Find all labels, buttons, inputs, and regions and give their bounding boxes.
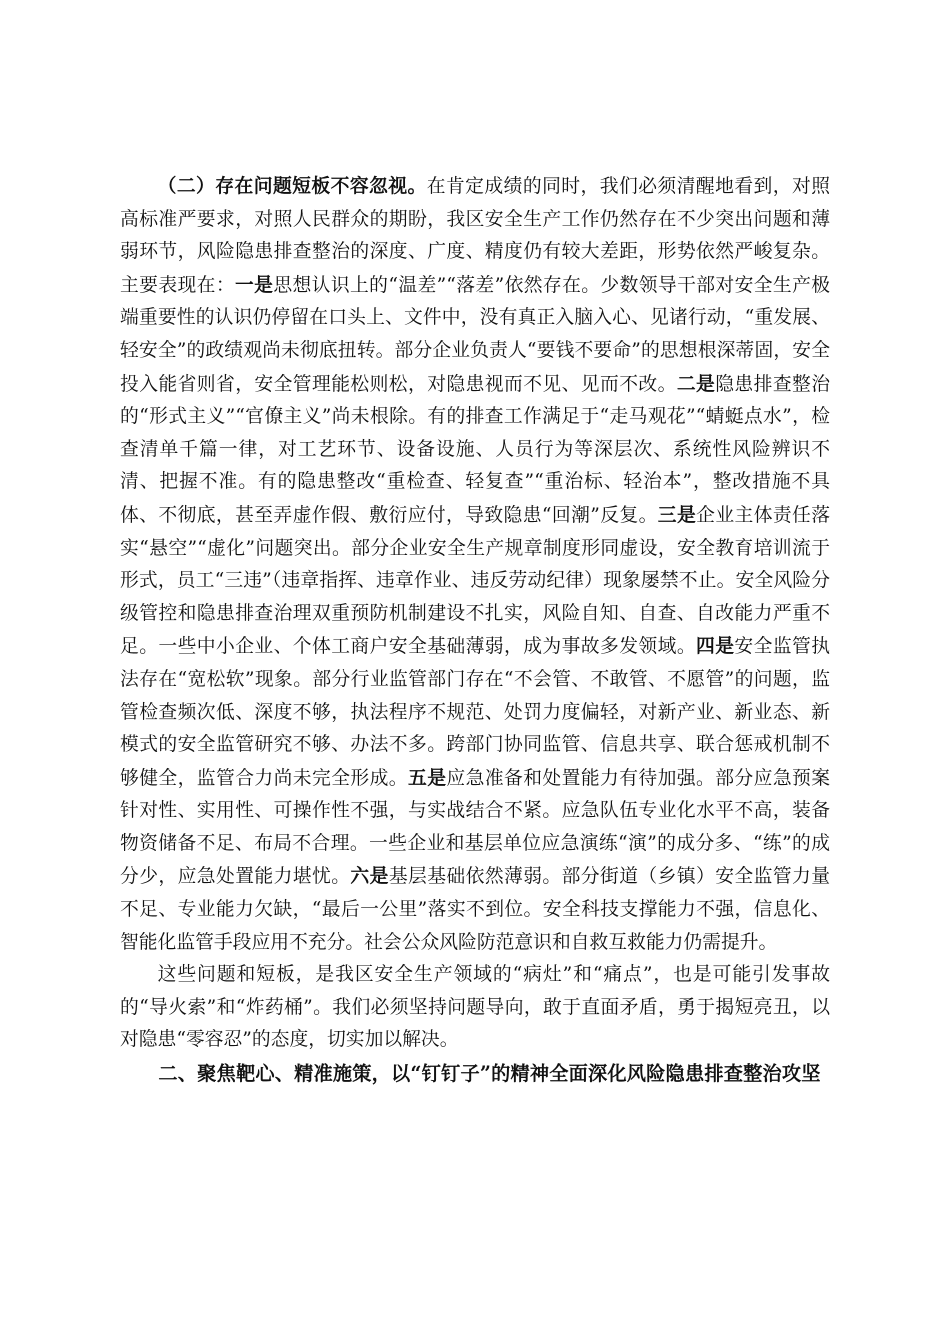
- point-six-label: 六是: [350, 865, 389, 888]
- section-heading-two: 二、聚焦靶心、精准施策，以“钉钉子”的精神全面深化风险隐患排查整治攻坚: [158, 1062, 821, 1086]
- point-three-text: 企业主体责任落实“悬空”“虚化”问题突出。部分企业安全生产规章制度形同虚设，安全教育培训流于形式，员工“三违”（违章指挥、违章作业、违反劳动纪律）现象屡禁不止。安全风险分级管控和隐患排查治理双重预防机制建设不扎实，风险自知、自查、自改能力严重不足。一些中小企业、个体工商户安全基础薄弱，成为事故多发领域。: [120, 504, 831, 658]
- point-five-label: 五是: [408, 766, 447, 789]
- point-four-text: 安全监管执法存在“宽松软”现象。部分行业监管部门存在“不会管、不敢管、不愿管”的问题，监管检查频次低、深度不够，执法程序不规范、处罚力度偏轻，对新产业、新业态、新模式的安全监管研究不够、办法不多。跨部门协同监管、信息共享、联合惩戒机制不够健全，监管合力尚未完全形成。: [120, 636, 831, 789]
- point-one-label: 一是: [235, 273, 274, 296]
- problems-paragraph: [120, 170, 830, 959]
- document-page: [120, 170, 830, 1090]
- point-six-text: 基层基础依然薄弱。部分街道（乡镇）安全监管力量不足、专业能力欠缺，“最后一公里”落实不到位。安全科技支撑能力不强，信息化、智能化监管手段应用不充分。社会公众风险防范意识和自救互救能力仍需提升。: [120, 866, 831, 953]
- point-three-label: 三是: [657, 503, 697, 526]
- summary-paragraph: 这些问题和短板，是我区安全生产领域的“病灶”和“痛点”，也是可能引发事故的“导火索”和“炸药桶”。我们必须坚持问题导向，敢于直面矛盾，勇于揭短亮丑，以对隐患“零容忍”的态度，切实加以解决。: [120, 964, 830, 1051]
- section-lead: （二）存在问题短板不容忽视。: [157, 175, 427, 197]
- point-one-text: 思想认识上的“温差”“落差”依然存在。少数领导干部对安全生产极端重要性的认识仍停留在口头上、文件中，没有真正入脑入心、见诸行动，“重发展、轻安全”的政绩观尚未彻底扭转。部分企业负责人“要钱不要命”的思想根深蒂固，安全投入能省则省，安全管理能松则松，对隐患视而不见、见而不改。: [120, 274, 831, 395]
- point-five-text: 应急准备和处置能力有待加强。部分应急预案针对性、实用性、可操作性不强，与实战结合不紧。应急队伍专业化水平不高，装备物资储备不足、布局不合理。一些企业和基层单位应急演练“演”的成分多、“练”的成分少，应急处置能力堪忧。: [120, 767, 831, 888]
- section-intro: 在肯定成绩的同时，我们必须清醒地看到，对照高标准严要求，对照人民群众的期盼，我区安全生产工作仍然存在不少突出问题和薄弱环节，风险隐患排查整治的深度、广度、精度仍有较大差距，形势依然严峻复杂。主要表现在：: [120, 176, 830, 296]
- point-two-label: 二是: [676, 372, 716, 395]
- point-two-text: 隐患排查整治的“形式主义”“官僚主义”尚未根除。有的排查工作满足于“走马观花”“蜻蜓点水”，检查清单千篇一律，对工艺环节、设备设施、人员行为等深层次、系统性风险辨识不清、把握不准。有的隐患整改“重检查、轻复查”“重治标、轻治本”，整改措施不具体、不彻底，甚至弄虚作假、敷衍应付，导致隐患“回潮”反复。: [120, 373, 831, 526]
- point-four-label: 四是: [696, 635, 735, 658]
